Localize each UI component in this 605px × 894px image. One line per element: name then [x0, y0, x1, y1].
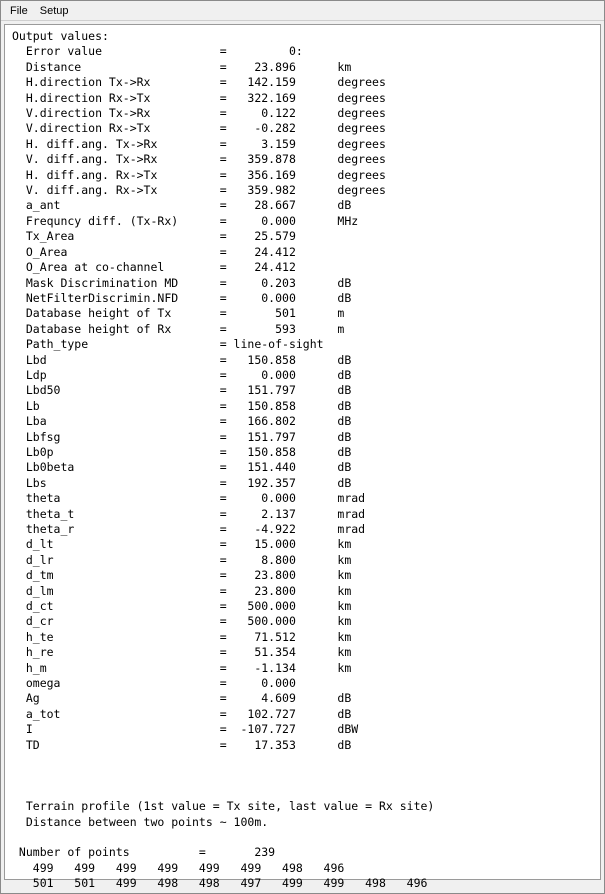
output-row: V. diff.ang. Rx->Tx = 359.982 degrees	[12, 183, 386, 198]
output-row: Error value = 0:	[12, 44, 303, 59]
output-row: Lbd50 = 151.797 dB	[12, 383, 352, 398]
menu-item-setup[interactable]: Setup	[39, 4, 69, 17]
output-row: Database height of Rx = 593 m	[12, 321, 345, 336]
blank-line	[5, 784, 600, 799]
output-row: Lb = 150.858 dB	[12, 398, 352, 413]
output-row: TD = 17.353 dB	[12, 737, 352, 752]
profile-row: 499 499 499 499 499 499 498 496	[12, 860, 345, 875]
blank-line	[5, 768, 600, 783]
output-row: NetFilterDiscrimin.NFD = 0.000 dB	[12, 290, 352, 305]
blank-line	[5, 753, 600, 768]
output-row: d_tm = 23.800 km	[12, 568, 352, 583]
output-row: Path_type = line-of-sight	[12, 337, 324, 352]
output-row: h_m = -1.134 km	[12, 660, 352, 675]
output-row: H.direction Tx->Rx = 142.159 degrees	[12, 75, 386, 90]
terrain-profile-note: Distance between two points ~ 100m.	[12, 814, 269, 829]
output-row: a_tot = 102.727 dB	[12, 706, 352, 721]
output-row: omega = 0.000	[12, 676, 296, 691]
output-row: H. diff.ang. Tx->Rx = 3.159 degrees	[12, 136, 386, 151]
output-row: H.direction Rx->Tx = 322.169 degrees	[12, 90, 386, 105]
output-row: theta = 0.000 mrad	[12, 491, 366, 506]
output-row: d_lm = 23.800 km	[12, 583, 352, 598]
output-row: d_lr = 8.800 km	[12, 552, 352, 567]
output-row: Lb0beta = 151.440 dB	[12, 460, 352, 475]
output-row: V.direction Tx->Rx = 0.122 degrees	[12, 106, 386, 121]
output-header: Output values:	[12, 29, 109, 43]
output-row: theta_t = 2.137 mrad	[12, 506, 366, 521]
output-row: Ag = 4.609 dB	[12, 691, 352, 706]
output-row: V.direction Rx->Tx = -0.282 degrees	[12, 121, 386, 136]
output-row: Lbd = 150.858 dB	[12, 352, 352, 367]
output-row: a_ant = 28.667 dB	[12, 198, 352, 213]
output-row: O_Area at co-channel = 24.412	[12, 260, 296, 275]
output-row: d_ct = 500.000 km	[12, 599, 352, 614]
output-row: theta_r = -4.922 mrad	[12, 522, 366, 536]
output-row: Lb0p = 150.858 dB	[12, 444, 352, 459]
output-row: V. diff.ang. Tx->Rx = 359.878 degrees	[12, 152, 386, 167]
output-row: Lbs = 192.357 dB	[12, 475, 352, 490]
output-row: d_cr = 500.000 km	[12, 614, 352, 629]
output-row: Frequncy diff. (Tx-Rx) = 0.000 MHz	[12, 213, 359, 228]
output-row: H. diff.ang. Rx->Tx = 356.169 degrees	[12, 167, 386, 182]
output-row: O_Area = 24.412	[12, 244, 296, 259]
profile-row: 501 501 499 498 498 497 499 499 498 496	[12, 876, 428, 891]
output-row: Ldp = 0.000 dB	[12, 367, 352, 382]
menu-bar	[1, 1, 604, 21]
output-row: Database height of Tx = 501 m	[12, 306, 345, 321]
output-row: Distance = 23.896 km	[12, 59, 352, 74]
output-row: Lba = 166.802 dB	[12, 414, 352, 429]
menu-item-file[interactable]: File	[10, 4, 28, 17]
output-row: I = -107.727 dBW	[12, 722, 359, 737]
terrain-profile-title: Terrain profile (1st value = Tx site, last value = Rx site)	[12, 799, 435, 814]
output-row: Mask Discrimination MD = 0.203 dB	[12, 275, 352, 290]
output-panel	[4, 24, 601, 891]
number-of-points: Number of points = 239	[12, 845, 276, 860]
output-row: Lbfsg = 151.797 dB	[12, 429, 352, 444]
output-row: h_te = 71.512 km	[12, 629, 352, 644]
output-row: Tx_Area = 25.579	[12, 229, 296, 244]
output-row: h_re = 51.354 km	[12, 645, 352, 660]
blank-line	[5, 830, 600, 845]
output-row: d_lt = 15.000 km	[12, 537, 352, 552]
output-text-area[interactable]	[5, 25, 600, 891]
